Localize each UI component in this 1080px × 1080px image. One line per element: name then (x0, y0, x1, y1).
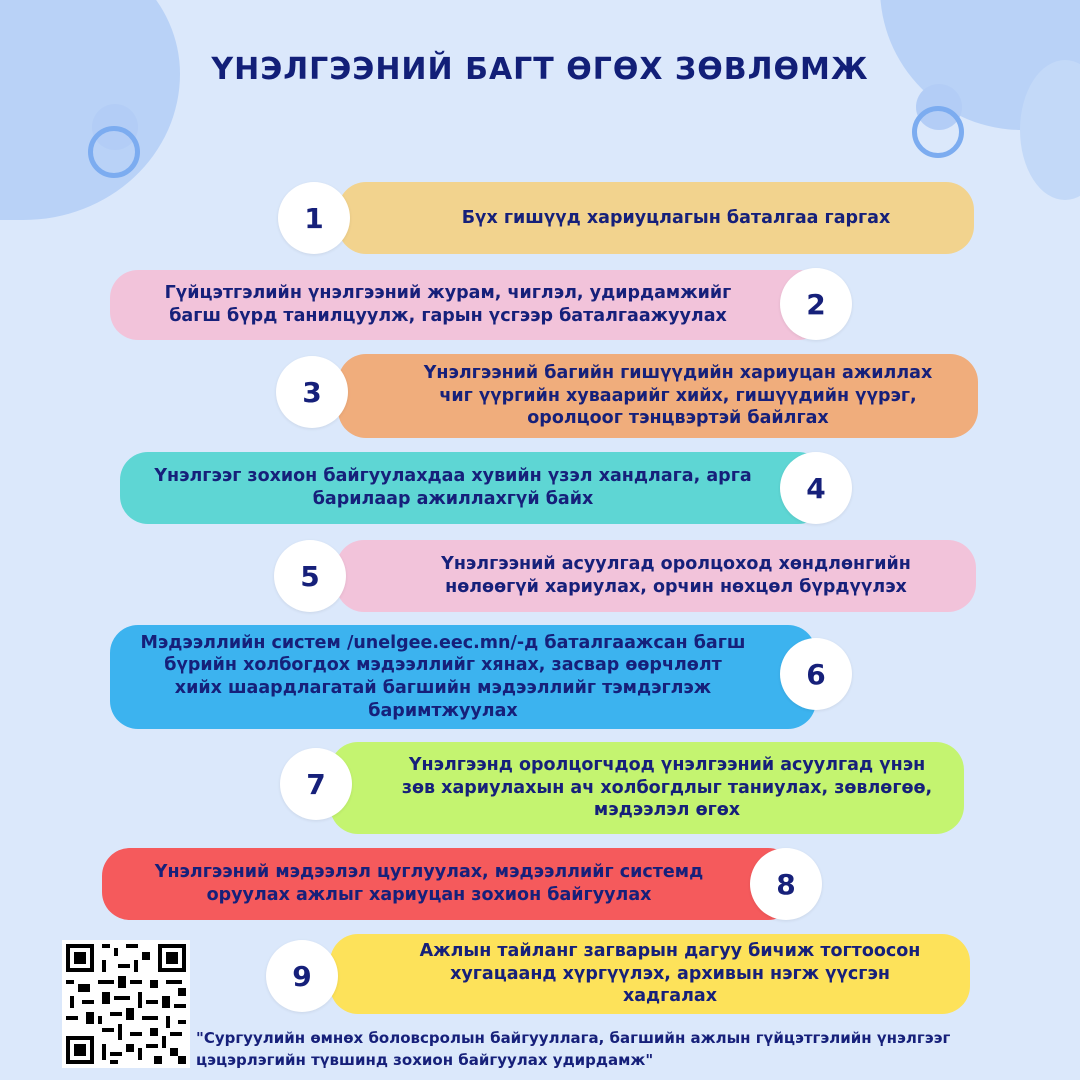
advice-item-3 (338, 354, 978, 438)
decor-ring-right (912, 106, 964, 158)
advice-item-3-text: Үнэлгээний багийн гишүүдийн хариуцан ажиллах чиг үүргийн хуваарийг хийх, гишүүдийн үүрэг, оролцоог тэнцвэртэй байлгах (423, 362, 933, 429)
advice-item-1 (338, 182, 974, 254)
advice-number-7: 7 (280, 748, 352, 820)
advice-number-8: 8 (750, 848, 822, 920)
advice-item-5 (336, 540, 976, 612)
advice-number-4: 4 (780, 452, 852, 524)
advice-item-1-text: Бүх гишүүд хариуцлагын баталгаа гаргах (461, 207, 891, 228)
qr-code (62, 940, 190, 1068)
advice-number-2: 2 (780, 268, 852, 340)
page-title: ҮНЭЛГЭЭНИЙ БАГТ ӨГӨХ ЗӨВЛӨМЖ (211, 52, 869, 87)
qr-code-image (62, 940, 190, 1068)
advice-item-8-text: Үнэлгээний мэдээлэл цуглуулах, мэдээллийг системд оруулах ажлыг хариуцан зохион байгуулах (154, 862, 704, 905)
advice-item-6 (110, 625, 816, 729)
advice-item-6-text: Мэдээллийн систем /unelgee.eec.mn/-д баталгаажсан багш бүрийн холбогдох мэдээллийг хянах, засвар өөрчлөлт хийх шаардлагатай багшийн мэдээллийг тэмдэглэж баримтжуулах (140, 632, 746, 721)
advice-number-3: 3 (276, 356, 348, 428)
advice-item-5-text: Үнэлгээний асуулгад оролцоход хөндлөнгийн нөлөөгүй хариулах, орчин нөхцөл бүрдүүлэх (441, 554, 911, 597)
advice-item-7 (330, 742, 964, 834)
background-blob-top-left (0, 0, 180, 220)
decor-ring-left (88, 126, 140, 178)
advice-item-7-text: Үнэлгээнд оролцогчдод үнэлгээний асуулгад үнэн зөв хариулахын ач холбогдлыг таниулах, зөвлөгөө, мэдээлэл өгөх (401, 754, 933, 821)
advice-number-1: 1 (278, 182, 350, 254)
advice-item-4 (120, 452, 826, 524)
advice-number-6: 6 (780, 638, 852, 710)
advice-item-2-text: Гүйцэтгэлийн үнэлгээний журам, чиглэл, удирдамжийг багш бүрд танилцуулж, гарын үсгээр баталгаажуулах (164, 283, 732, 326)
advice-item-8 (102, 848, 796, 920)
advice-item-9 (330, 934, 970, 1014)
footer-source-note: "Сургуулийн өмнөх боловсролын байгууллага, багшийн ажлын гүйцэтгэлийн үнэлгээг цэцэрлэгийн түвшинд зохион байгуулах удирдамж" (196, 1029, 951, 1069)
advice-item-2 (110, 270, 826, 340)
advice-item-4-text: Үнэлгээг зохион байгуулахдаа хувийн үзэл хандлага, арга барилаар ажиллахгүй байх (154, 466, 752, 509)
advice-number-9: 9 (266, 940, 338, 1012)
advice-item-9-text: Ажлын тайланг загварын дагуу бичиж тогтоосон хугацаанд хүргүүлэх, архивын нэгж үүсгэн хадгалах (419, 940, 921, 1007)
advice-number-5: 5 (274, 540, 346, 612)
